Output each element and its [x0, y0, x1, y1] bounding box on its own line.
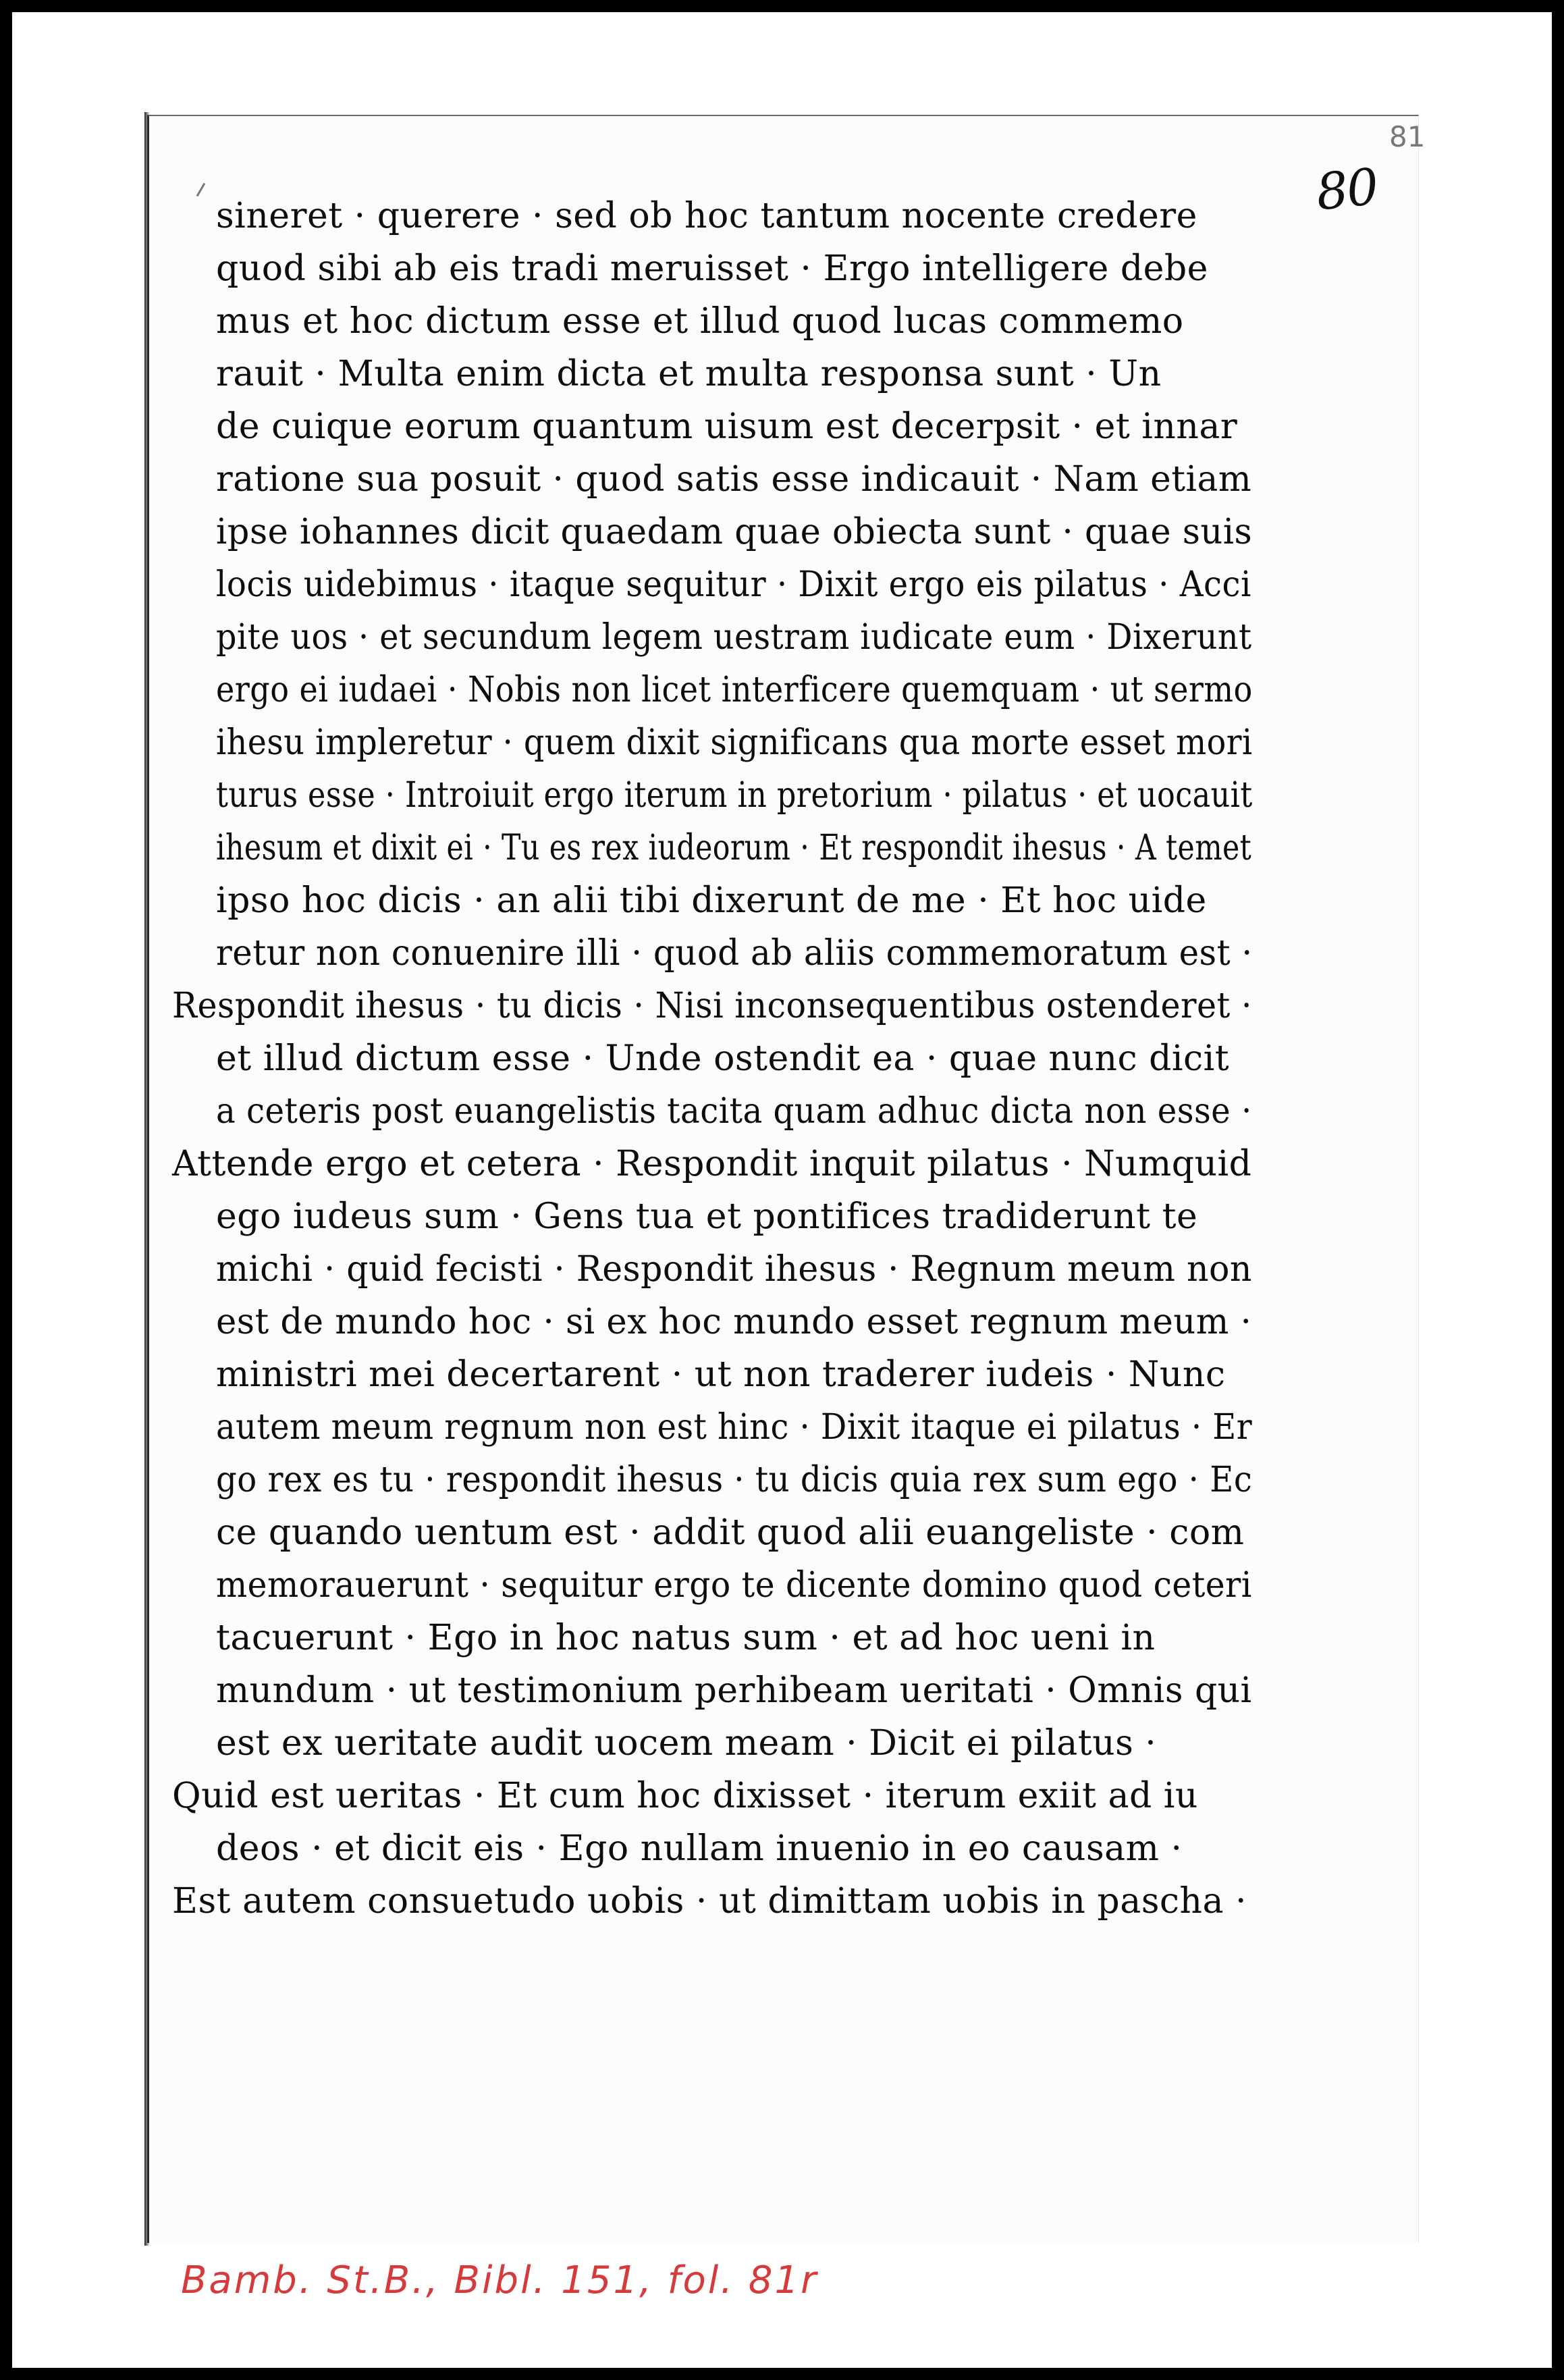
text-line: rauit · Multa enim dicta et multa responsa sunt · Un — [216, 354, 1162, 394]
archive-stamp: Bamb. St.B., Bibl. 151, fol. 81r — [181, 2258, 819, 2302]
text-line: ministri mei decertarent · ut non traderer iudeis · Nunc — [216, 1354, 1226, 1395]
text-line: Attende ergo et cetera · Respondit inquit pilatus · Numquid — [172, 1144, 1252, 1184]
text-line: turus esse · Introiuit ergo iterum in pretorium · pilatus · et uocauit — [216, 775, 1253, 816]
text-line: est de mundo hoc · si ex hoc mundo esset regnum meum · — [216, 1302, 1252, 1342]
text-line: ego iudeus sum · Gens tua et pontifices tradiderunt te — [216, 1196, 1198, 1237]
text-line: ratione sua posuit · quod satis esse indicauit · Nam etiam — [216, 459, 1252, 500]
text-line: autem meum regnum non est hinc · Dixit itaque ei pilatus · Er — [216, 1407, 1253, 1448]
text-line: Respondit ihesus · tu dicis · Nisi inconsequentibus ostenderet · — [172, 986, 1252, 1026]
text-line: ergo ei iudaei · Nobis non licet interficere quemquam · ut sermo — [216, 670, 1253, 710]
text-line: mundum · ut testimonium perhibeam ueritati · Omnis qui — [216, 1670, 1252, 1711]
text-line: ihesu impleretur · quem dixit significans qua morte esset mori — [216, 722, 1253, 763]
text-line: go rex es tu · respondit ihesus · tu dicis quia rex sum ego · Ec — [216, 1460, 1253, 1500]
text-line: ce quando uentum est · addit quod alii euangeliste · com — [216, 1512, 1245, 1553]
text-line: retur non conuenire illi · quod ab aliis commemoratum est · — [216, 933, 1253, 974]
text-line: deos · et dicit eis · Ego nullam inuenio in eo causam · — [216, 1828, 1183, 1869]
text-line: Quid est ueritas · Et cum hoc dixisset · iterum exiit ad iu — [172, 1776, 1198, 1816]
folio-correction: 81 — [1389, 120, 1426, 153]
text-line: a ceteris post euangelistis tacita quam adhuc dicta non esse · — [216, 1091, 1252, 1132]
text-line: sineret · querere · sed ob hoc tantum nocente credere — [216, 196, 1197, 236]
text-line: memorauerunt · sequitur ergo te dicente domino quod ceteri — [216, 1565, 1252, 1606]
text-line: locis uidebimus · itaque sequitur · Dixit ergo eis pilatus · Acci — [216, 564, 1251, 605]
text-line: tacuerunt · Ego in hoc natus sum · et ad hoc ueni in — [216, 1618, 1156, 1658]
text-line: mus et hoc dictum esse et illud quod lucas commemo — [216, 301, 1184, 342]
folio-number: 80 — [1313, 157, 1380, 222]
text-line: Est autem consuetudo uobis · ut dimittam uobis in pascha · — [172, 1881, 1247, 1922]
text-line: quod sibi ab eis tradi meruisset · Ergo intelligere debe — [216, 248, 1208, 289]
text-line: ihesum et dixit ei · Tu es rex iudeorum · Et respondit ihesus · A temet — [216, 828, 1252, 868]
text-line: et illud dictum esse · Unde ostendit ea · quae nunc dicit — [216, 1038, 1230, 1079]
text-line: pite uos · et secundum legem uestram iudicate eum · Dixerunt — [216, 617, 1252, 658]
text-line: michi · quid fecisti · Respondit ihesus · Regnum meum non — [216, 1249, 1252, 1290]
text-line: ipso hoc dicis · an alii tibi dixerunt de me · Et hoc uide — [216, 880, 1207, 921]
text-line: ipse iohannes dicit quaedam quae obiecta sunt · quae suis — [216, 512, 1253, 552]
text-line: est ex ueritate audit uocem meam · Dicit ei pilatus · — [216, 1723, 1157, 1764]
text-line: de cuique eorum quantum uisum est decerpsit · et innar — [216, 406, 1238, 447]
